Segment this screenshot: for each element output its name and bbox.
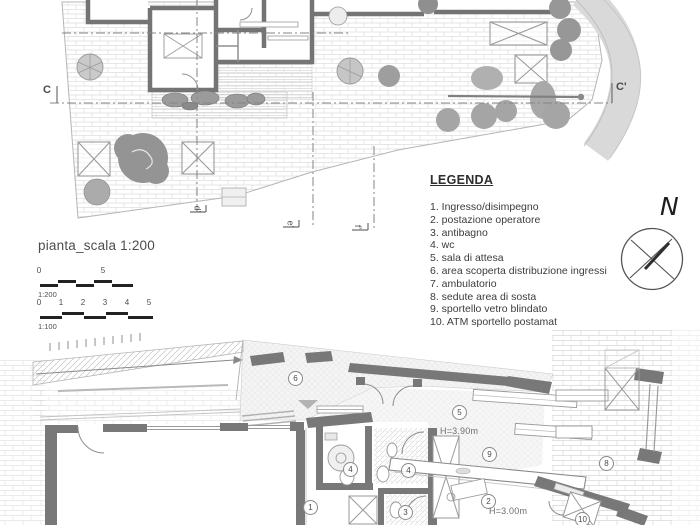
legend-item: 6. area scoperta distribuzione ingressi	[430, 264, 607, 277]
legend-item: 7. ambulatorio	[430, 277, 497, 290]
legend-list	[430, 201, 607, 329]
scale-tick: 5	[146, 298, 152, 307]
ceiling-height-label-lower: H=3.00m	[489, 506, 528, 516]
section-label-c-prime: C'	[616, 81, 627, 93]
room-badge-8: 8	[599, 456, 614, 471]
section-marker-e: e'	[285, 220, 296, 228]
section-label-c: C	[43, 84, 51, 96]
legend-item: 3. antibagno	[430, 226, 488, 239]
legend-title: LEGENDA	[430, 173, 494, 187]
scale-tick: 5	[100, 266, 106, 275]
legend	[430, 173, 607, 329]
section-marker-d: d'	[192, 205, 203, 213]
scale-tick: 3	[102, 298, 108, 307]
legend-item: 9. sportello vetro blindato	[430, 303, 548, 316]
room-badge-10: 10	[575, 512, 590, 525]
scale-ratio-100: 1:100	[38, 322, 57, 331]
section-marker-f: f'	[353, 224, 364, 230]
scale-tick: 1	[58, 298, 64, 307]
room-badge-4a: 4	[343, 462, 358, 477]
scale-tick: 0	[36, 266, 42, 275]
room-badge-3: 3	[398, 505, 413, 520]
plan-scale-title: pianta_scala 1:200	[38, 238, 155, 253]
legend-item: 10. ATM sportello postamat	[430, 316, 558, 329]
room-badge-2: 2	[481, 494, 496, 509]
legend-item: 4. wc	[430, 239, 455, 252]
north-compass-icon	[618, 227, 686, 293]
room-badge-4b: 4	[401, 463, 416, 478]
scale-ratio-200: 1:200	[38, 290, 57, 299]
room-badge-9: 9	[482, 447, 497, 462]
scale-tick: 0	[36, 298, 42, 307]
room-badge-6: 6	[288, 371, 303, 386]
room-badge-5: 5	[452, 405, 467, 420]
ceiling-height-label-upper: H=3.90m	[440, 426, 479, 436]
scale-bar-100	[40, 310, 154, 320]
room-badge-1: 1	[303, 500, 318, 515]
legend-item: 5. sala di attesa	[430, 252, 504, 265]
scale-bar-200	[40, 278, 134, 288]
floor-plan-drawing	[0, 330, 700, 525]
scale-tick: 2	[80, 298, 86, 307]
scale-tick: 4	[124, 298, 130, 307]
north-label: N	[660, 192, 679, 221]
legend-item: 1. Ingresso/disimpegno	[430, 201, 539, 213]
legend-item: 8. sedute area di sosta	[430, 290, 537, 303]
legend-item: 2. postazione operatore	[430, 213, 541, 226]
